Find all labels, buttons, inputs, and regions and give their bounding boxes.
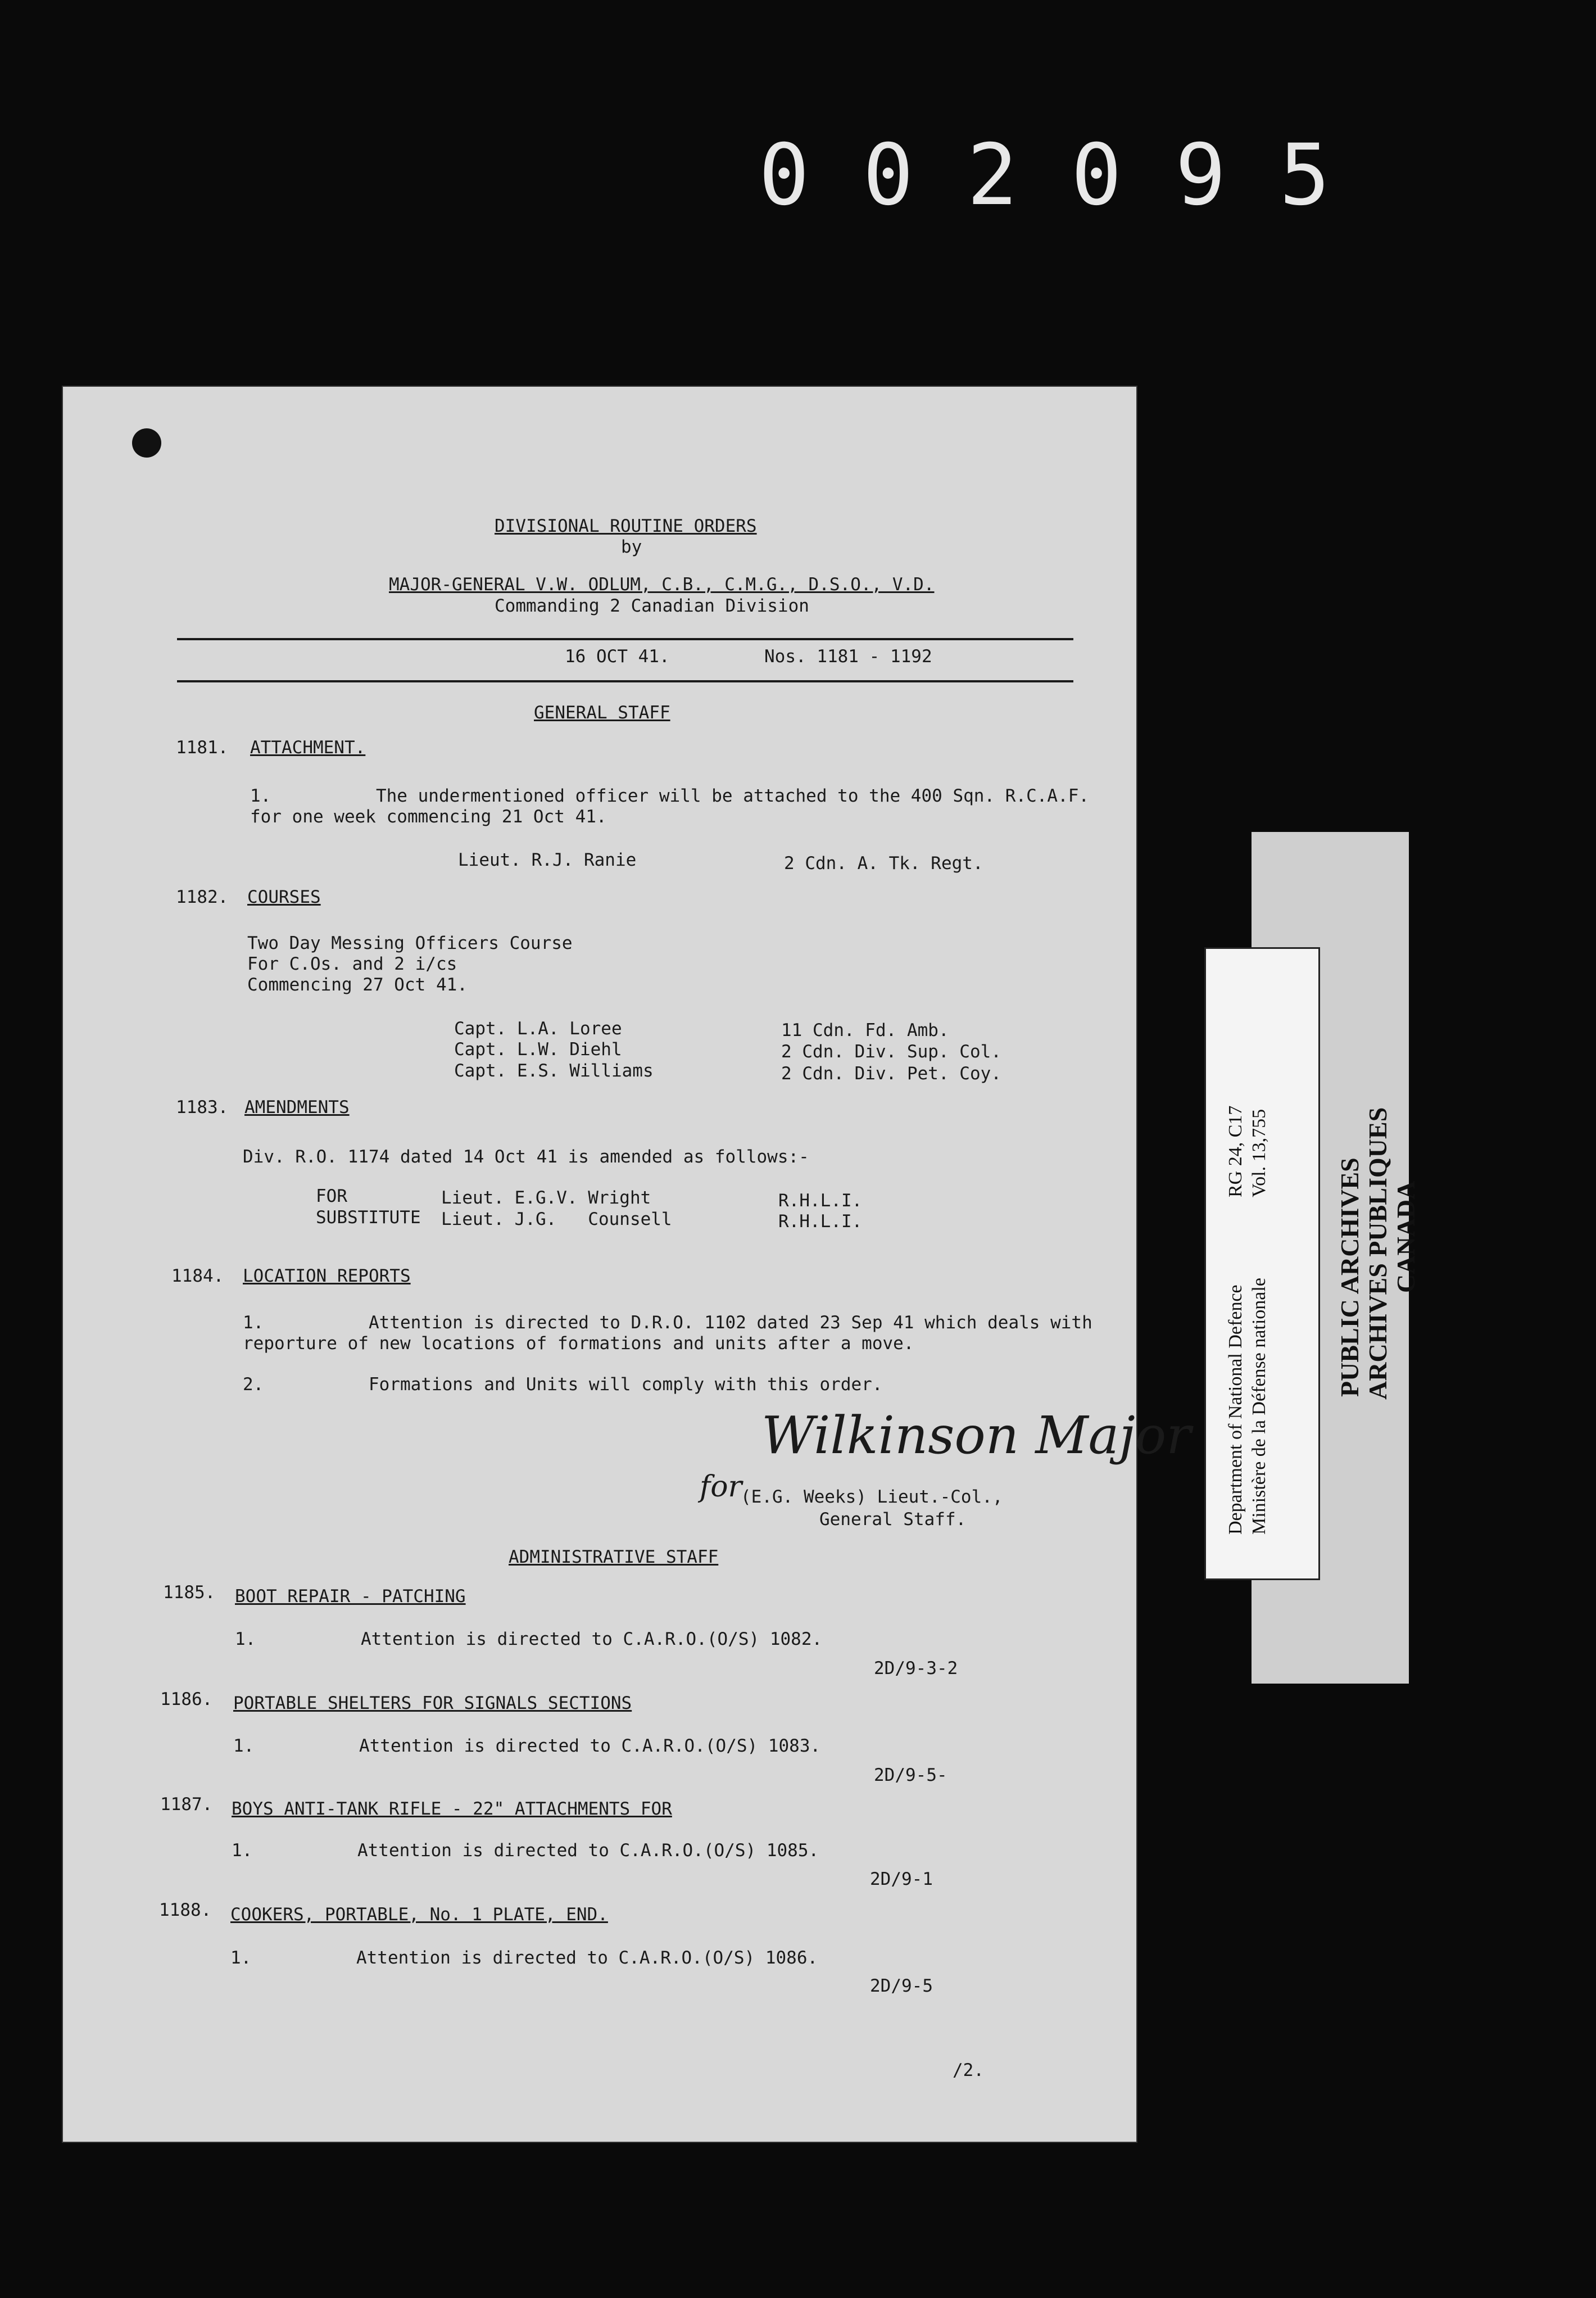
order-1183-number: 1183. <box>176 1097 229 1118</box>
order-1183-sub-label: SUBSTITUTE <box>316 1207 421 1228</box>
order-1187-text: 1. Attention is directed to C.A.R.O.(O/S) 1085. <box>232 1840 819 1861</box>
signature-prefix: for <box>700 1470 742 1504</box>
order-1186-text: 1. Attention is directed to C.A.R.O.(O/S) 1083. <box>233 1736 821 1756</box>
command: Commanding 2 Canadian Division <box>495 596 809 616</box>
archives-line-2: ARCHIVES PUBLIQUES <box>1363 1107 1392 1400</box>
order-1188-text: 1. Attention is directed to C.A.R.O.(O/S) 1086. <box>230 1948 818 1968</box>
order-1187-title: BOYS ANTI-TANK RIFLE - 22" ATTACHMENTS FOR <box>232 1799 672 1819</box>
order-1182-officer-1: Capt. L.A. Loree <box>454 1019 622 1039</box>
order-1182-officer-2: Capt. L.W. Diehl <box>454 1039 622 1060</box>
order-1183-text: Div. R.O. 1174 dated 14 Oct 41 is amended as follows:- <box>243 1147 809 1167</box>
order-1182-title: COURSES <box>247 887 321 907</box>
order-1183-sub-unit: R.H.L.I. <box>778 1211 863 1232</box>
order-1182-number: 1182. <box>176 887 229 907</box>
order-1184-para1: 1. Attention is directed to D.R.O. 1102 dated 23 Sep 41 which deals with <box>243 1313 1092 1333</box>
order-1181-officer: Lieut. R.J. Ranie <box>458 850 637 870</box>
order-1186-ref: 2D/9-5- <box>874 1765 947 1785</box>
punch-hole <box>132 428 161 458</box>
order-1181-number: 1181. <box>176 738 229 758</box>
order-1181-para: 1. The undermentioned officer will be attached to the 400 Sqn. R.C.A.F. <box>250 786 1090 806</box>
order-1183-title: AMENDMENTS <box>244 1097 350 1118</box>
order-1184-para2: 2. Formations and Units will comply with this order. <box>243 1374 883 1395</box>
doc-title: DIVISIONAL ROUTINE ORDERS <box>495 516 757 536</box>
order-1181-title: ATTACHMENT. <box>250 738 366 758</box>
order-1183-for-label: FOR <box>316 1186 347 1206</box>
order-date: 16 OCT 41. <box>565 646 670 667</box>
doc-by: by <box>621 537 642 557</box>
signer-name: (E.G. Weeks) Lieut.-Col., <box>741 1487 1003 1507</box>
order-1183-for-unit: R.H.L.I. <box>778 1191 863 1211</box>
order-1185-number: 1185. <box>163 1582 216 1603</box>
page-continuation: /2. <box>953 2060 984 2080</box>
order-1186-number: 1186. <box>160 1689 213 1709</box>
order-1182-line3: Commencing 27 Oct 41. <box>247 975 468 995</box>
signature: Wilkinson Major <box>761 1405 1191 1465</box>
order-1188-ref: 2D/9-5 <box>870 1976 933 1996</box>
order-1188-title: COOKERS, PORTABLE, No. 1 PLATE, END. <box>230 1905 608 1925</box>
order-1182-unit-2: 2 Cdn. Div. Sup. Col. <box>781 1042 1001 1062</box>
order-1181-unit: 2 Cdn. A. Tk. Regt. <box>784 853 983 874</box>
commander: MAJOR-GENERAL V.W. ODLUM, C.B., C.M.G., D.S.O., V.D. <box>389 574 935 595</box>
header-rule-bottom <box>177 680 1073 682</box>
order-1187-number: 1187. <box>160 1794 213 1815</box>
order-1186-title: PORTABLE SHELTERS FOR SIGNALS SECTIONS <box>233 1693 632 1713</box>
order-1185-ref: 2D/9-3-2 <box>874 1658 958 1679</box>
order-1185-text: 1. Attention is directed to C.A.R.O.(O/S) 1082. <box>235 1629 823 1649</box>
volume-number: Vol. 13,755 <box>1249 1109 1269 1197</box>
order-1184-title: LOCATION REPORTS <box>243 1266 411 1286</box>
order-1183-for-name: Lieut. E.G.V. Wright <box>441 1188 651 1208</box>
dept-english: Department of National Defence <box>1225 1284 1246 1535</box>
dept-french: Ministère de la Défense nationale <box>1249 1278 1269 1535</box>
order-1181-para-cont: for one week commencing 21 Oct 41. <box>250 807 607 827</box>
record-group: RG 24, C17 <box>1225 1105 1246 1197</box>
order-1183-sub-name: Lieut. J.G. Counsell <box>441 1209 672 1229</box>
order-1182-officer-3: Capt. E.S. Williams <box>454 1061 654 1081</box>
order-1184-number: 1184. <box>171 1266 224 1286</box>
order-1187-ref: 2D/9-1 <box>870 1869 933 1889</box>
order-1182-unit-1: 11 Cdn. Fd. Amb. <box>781 1020 949 1041</box>
header-rule-top <box>177 638 1073 640</box>
signer-role: General Staff. <box>819 1509 967 1530</box>
general-staff-heading: GENERAL STAFF <box>534 703 670 723</box>
order-1184-para1-cont: reporture of new locations of formations and units after a move. <box>243 1333 914 1354</box>
order-numbers: Nos. 1181 - 1192 <box>764 646 932 667</box>
order-1182-unit-3: 2 Cdn. Div. Pet. Coy. <box>781 1064 1001 1084</box>
order-1182-line2: For C.Os. and 2 i/cs <box>247 954 457 974</box>
order-1188-number: 1188. <box>159 1900 212 1920</box>
frame-number: 002095 <box>759 126 1384 224</box>
archives-line-1: PUBLIC ARCHIVES <box>1335 1157 1364 1397</box>
order-1185-title: BOOT REPAIR - PATCHING <box>235 1586 466 1607</box>
archives-line-3: CANADA <box>1391 1180 1420 1293</box>
order-1182-line1: Two Day Messing Officers Course <box>247 933 573 953</box>
admin-staff-heading: ADMINISTRATIVE STAFF <box>509 1547 719 1567</box>
